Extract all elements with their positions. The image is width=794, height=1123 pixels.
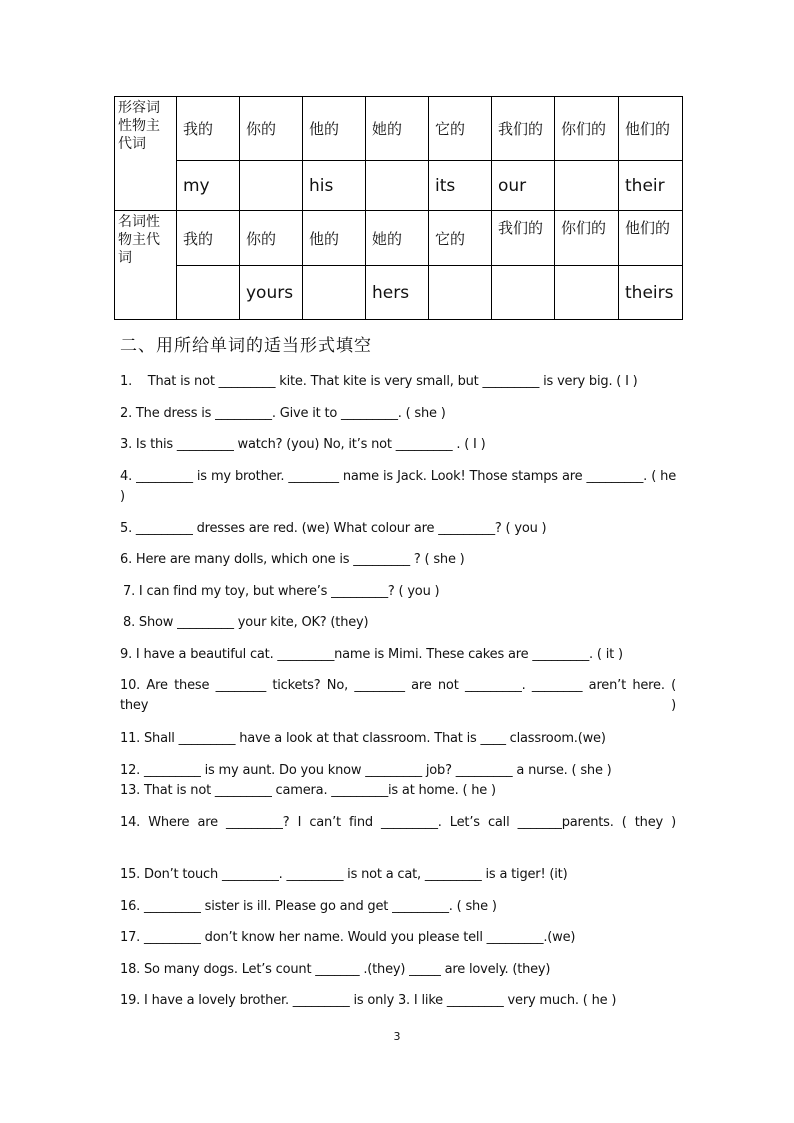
table-cell: 我的 (177, 97, 240, 161)
table-cell (303, 266, 366, 320)
question-17: 17. _________ don’t know her name. Would you please tell _________.(we) (120, 930, 576, 945)
table-cell: 他们的 (619, 97, 683, 161)
question-12: 12. _________ is my aunt. Do you know _________ job? _________ a nurse. ( she ) (120, 763, 612, 778)
question-1: 1. That is not _________ kite. That kite is very small, but _________ is very big. ( I ) (120, 374, 638, 389)
question-13: 13. That is not _________ camera. _________is at home. ( he ) (120, 783, 496, 798)
table-cell: 我的 (177, 211, 240, 266)
table-cell (555, 161, 619, 211)
table-cell: 他的 (303, 97, 366, 161)
table-cell: my (177, 161, 240, 211)
question-7: 7. I can find my toy, but where’s _________? ( you ) (123, 584, 440, 599)
question-3: 3. Is this _________ watch? (you) No, it’s not _________ . ( I ) (120, 437, 486, 452)
table-cell: 你们的 (555, 211, 619, 266)
table-cell: their (619, 161, 683, 211)
table-cell: 我们的 (492, 211, 555, 266)
adj-pronoun-header: 形容词性物主代词 (115, 97, 177, 211)
table-cell: yours (240, 266, 303, 320)
table-cell: his (303, 161, 366, 211)
question-11: 11. Shall _________ have a look at that classroom. That is ____ classroom.(we) (120, 731, 606, 746)
noun-pronoun-header: 名词性物主代词 (115, 211, 177, 320)
table-cell: theirs (619, 266, 683, 320)
question-18: 18. So many dogs. Let’s count _______ .(they) _____ are lovely. (they) (120, 962, 551, 977)
table-cell (555, 266, 619, 320)
table-cell: 它的 (429, 211, 492, 266)
question-8: 8. Show _________ your kite, OK? (they) (123, 615, 369, 630)
question-6: 6. Here are many dolls, which one is _________ ? ( she ) (120, 552, 465, 567)
table-cell: 她的 (366, 97, 429, 161)
question-4: 4. _________ is my brother. ________ name is Jack. Look! Those stamps are _________. ( he ) (120, 469, 676, 504)
question-5: 5. _________ dresses are red. (we) What colour are _________? ( you ) (120, 521, 547, 536)
question-19: 19. I have a lovely brother. _________ is only 3. I like _________ very much. ( he ) (120, 993, 617, 1008)
question-16: 16. _________ sister is ill. Please go and get _________. ( she ) (120, 899, 497, 914)
table-cell: 他的 (303, 211, 366, 266)
table-cell: 它的 (429, 97, 492, 161)
table-cell (366, 161, 429, 211)
section-title: 二、用所给单词的适当形式填空 (120, 336, 372, 356)
table-cell: our (492, 161, 555, 211)
table-cell: 你的 (240, 97, 303, 161)
table-cell: hers (366, 266, 429, 320)
table-cell: 她的 (366, 211, 429, 266)
question-10: 10. Are these ________ tickets? No, ________ are not _________. ________ aren’t here. ( they ) (120, 678, 676, 713)
table-cell: 他们的 (619, 211, 683, 266)
table-cell: 你的 (240, 211, 303, 266)
table-cell: its (429, 161, 492, 211)
table-cell (429, 266, 492, 320)
table-cell (492, 266, 555, 320)
question-14: 14. Where are _________? I can’t find _________. Let’s call _______parents. ( they ) (120, 815, 676, 830)
question-2: 2. The dress is _________. Give it to _________. ( she ) (120, 406, 446, 421)
question-9: 9. I have a beautiful cat. _________name is Mimi. These cakes are _________. ( it ) (120, 647, 623, 662)
page-number: 3 (393, 1030, 401, 1043)
pronoun-table (114, 96, 683, 320)
table-cell (240, 161, 303, 211)
table-cell: 我们的 (492, 97, 555, 161)
table-cell: 你们的 (555, 97, 619, 161)
question-15: 15. Don’t touch _________. _________ is not a cat, _________ is a tiger! (it) (120, 867, 568, 882)
table-cell (177, 266, 240, 320)
